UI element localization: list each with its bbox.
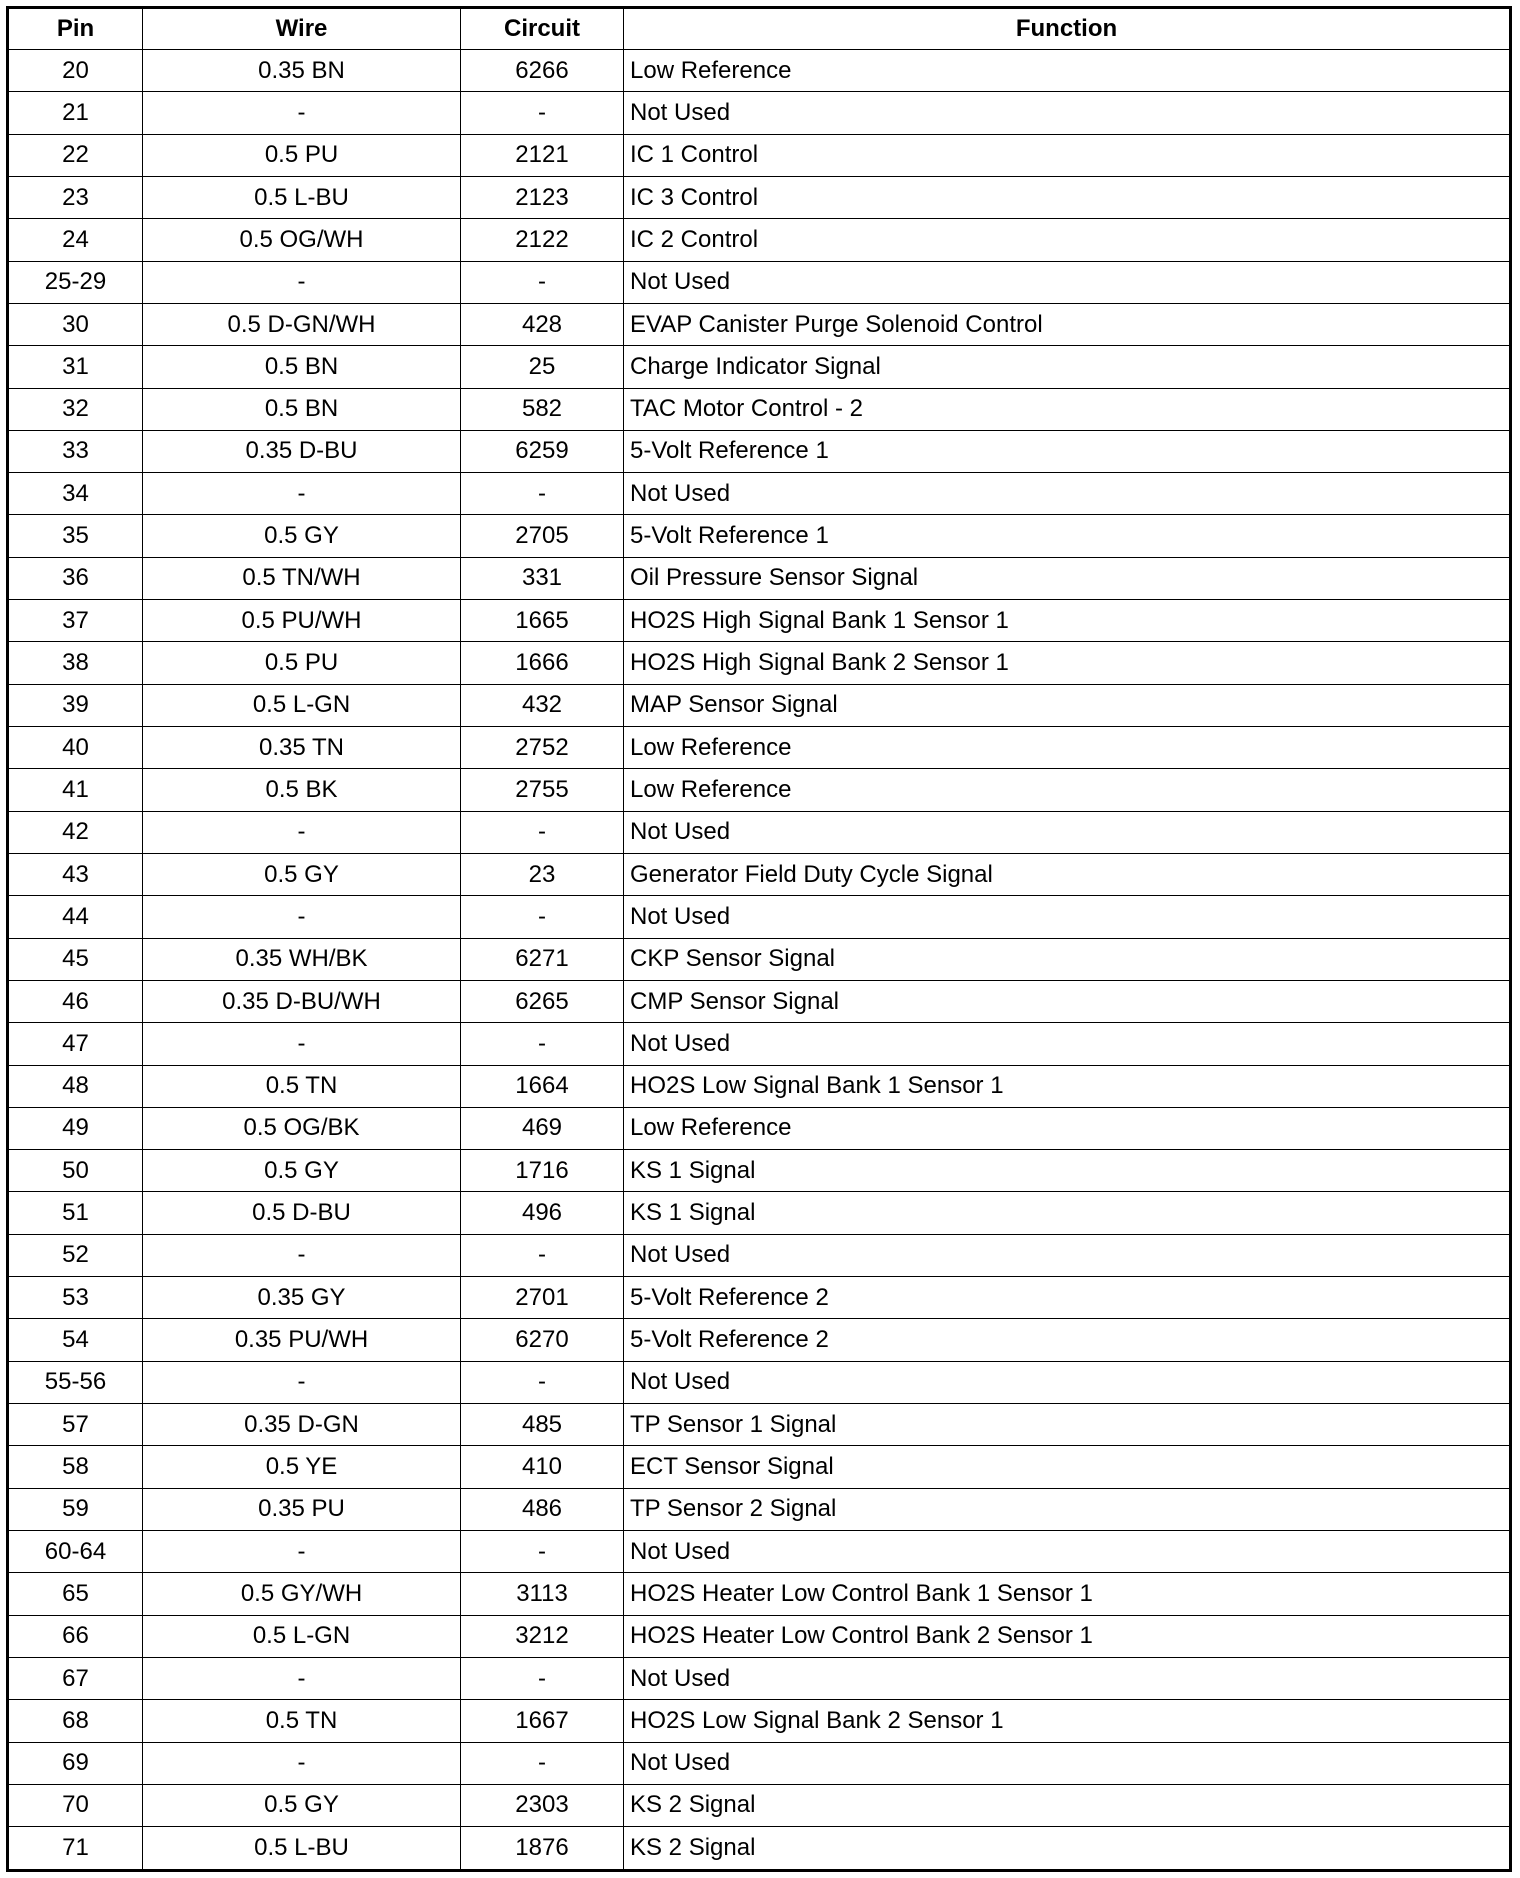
- function-cell: KS 1 Signal: [624, 1192, 1511, 1234]
- circuit-cell: 6265: [461, 980, 624, 1022]
- table-row: [8, 515, 1511, 557]
- pin-cell: 43: [8, 853, 143, 895]
- pin-cell: 55-56: [8, 1361, 143, 1403]
- wire-cell: 0.5 L-BU: [143, 176, 461, 218]
- wire-cell: -: [143, 1023, 461, 1065]
- function-cell: IC 2 Control: [624, 219, 1511, 261]
- circuit-cell: 485: [461, 1404, 624, 1446]
- header-row: [8, 8, 1511, 50]
- table-header: [8, 8, 1511, 50]
- pin-cell: 38: [8, 642, 143, 684]
- table-row: [8, 938, 1511, 980]
- wire-cell: -: [143, 1742, 461, 1784]
- pin-cell: 23: [8, 176, 143, 218]
- pin-cell: 45: [8, 938, 143, 980]
- wire-cell: 0.5 OG/WH: [143, 219, 461, 261]
- circuit-cell: 2755: [461, 769, 624, 811]
- function-cell: 5-Volt Reference 1: [624, 515, 1511, 557]
- table-row: [8, 92, 1511, 134]
- circuit-cell: 6259: [461, 430, 624, 472]
- function-cell: Not Used: [624, 896, 1511, 938]
- table-row: [8, 430, 1511, 472]
- wire-cell: 0.5 BN: [143, 388, 461, 430]
- table-row: [8, 1404, 1511, 1446]
- wire-cell: 0.5 YE: [143, 1446, 461, 1488]
- pin-cell: 34: [8, 473, 143, 515]
- table-row: [8, 1488, 1511, 1530]
- pin-cell: 20: [8, 50, 143, 92]
- circuit-cell: 2303: [461, 1784, 624, 1826]
- circuit-cell: 410: [461, 1446, 624, 1488]
- wire-cell: 0.5 TN/WH: [143, 557, 461, 599]
- wire-cell: 0.35 GY: [143, 1277, 461, 1319]
- wire-cell: 0.5 OG/BK: [143, 1107, 461, 1149]
- function-cell: Low Reference: [624, 727, 1511, 769]
- pin-cell: 42: [8, 811, 143, 853]
- wire-cell: 0.5 GY: [143, 1784, 461, 1826]
- function-cell: KS 2 Signal: [624, 1827, 1511, 1871]
- wire-cell: 0.5 PU: [143, 642, 461, 684]
- function-cell: Not Used: [624, 1234, 1511, 1276]
- table-row: [8, 1530, 1511, 1572]
- pin-cell: 46: [8, 980, 143, 1022]
- wire-cell: 0.35 PU/WH: [143, 1319, 461, 1361]
- connector-pinout-table: [6, 6, 1512, 1872]
- circuit-cell: -: [461, 1530, 624, 1572]
- wire-cell: 0.5 L-BU: [143, 1827, 461, 1871]
- circuit-cell: 1664: [461, 1065, 624, 1107]
- function-cell: Generator Field Duty Cycle Signal: [624, 853, 1511, 895]
- pin-cell: 48: [8, 1065, 143, 1107]
- header-wire: Wire: [143, 8, 461, 50]
- pin-cell: 30: [8, 303, 143, 345]
- table-row: [8, 219, 1511, 261]
- circuit-cell: -: [461, 896, 624, 938]
- wire-cell: -: [143, 473, 461, 515]
- function-cell: Oil Pressure Sensor Signal: [624, 557, 1511, 599]
- table-row: [8, 896, 1511, 938]
- pin-cell: 25-29: [8, 261, 143, 303]
- circuit-cell: 1667: [461, 1700, 624, 1742]
- wire-cell: 0.5 L-GN: [143, 1615, 461, 1657]
- function-cell: KS 1 Signal: [624, 1150, 1511, 1192]
- table-row: [8, 134, 1511, 176]
- pin-cell: 40: [8, 727, 143, 769]
- table-row: [8, 1657, 1511, 1699]
- table-row: [8, 684, 1511, 726]
- wire-cell: 0.5 BN: [143, 346, 461, 388]
- wire-cell: -: [143, 92, 461, 134]
- table-row: [8, 1784, 1511, 1826]
- table-row: [8, 261, 1511, 303]
- circuit-cell: -: [461, 1023, 624, 1065]
- function-cell: Charge Indicator Signal: [624, 346, 1511, 388]
- circuit-cell: 1666: [461, 642, 624, 684]
- function-cell: IC 3 Control: [624, 176, 1511, 218]
- circuit-cell: 1876: [461, 1827, 624, 1871]
- circuit-cell: 6266: [461, 50, 624, 92]
- function-cell: 5-Volt Reference 1: [624, 430, 1511, 472]
- circuit-cell: 23: [461, 853, 624, 895]
- wire-cell: 0.5 GY/WH: [143, 1573, 461, 1615]
- circuit-cell: -: [461, 1234, 624, 1276]
- table-row: [8, 853, 1511, 895]
- table-row: [8, 1319, 1511, 1361]
- table-row: [8, 1742, 1511, 1784]
- pin-cell: 52: [8, 1234, 143, 1276]
- pin-cell: 59: [8, 1488, 143, 1530]
- pin-cell: 24: [8, 219, 143, 261]
- wire-cell: -: [143, 811, 461, 853]
- table-row: [8, 1361, 1511, 1403]
- function-cell: HO2S Heater Low Control Bank 1 Sensor 1: [624, 1573, 1511, 1615]
- circuit-cell: 3212: [461, 1615, 624, 1657]
- circuit-cell: 2701: [461, 1277, 624, 1319]
- header-function: Function: [624, 8, 1511, 50]
- pin-cell: 57: [8, 1404, 143, 1446]
- wire-cell: -: [143, 1234, 461, 1276]
- circuit-cell: 428: [461, 303, 624, 345]
- circuit-cell: 25: [461, 346, 624, 388]
- connector-pinout-table-container: [6, 6, 1512, 1872]
- function-cell: 5-Volt Reference 2: [624, 1319, 1511, 1361]
- circuit-cell: -: [461, 92, 624, 134]
- circuit-cell: -: [461, 473, 624, 515]
- wire-cell: 0.5 D-BU: [143, 1192, 461, 1234]
- pin-cell: 50: [8, 1150, 143, 1192]
- table-body: [8, 50, 1511, 1871]
- table-row: [8, 346, 1511, 388]
- pin-cell: 49: [8, 1107, 143, 1149]
- function-cell: ECT Sensor Signal: [624, 1446, 1511, 1488]
- wire-cell: 0.5 D-GN/WH: [143, 303, 461, 345]
- table-row: [8, 176, 1511, 218]
- table-row: [8, 1107, 1511, 1149]
- pin-cell: 36: [8, 557, 143, 599]
- wire-cell: 0.5 L-GN: [143, 684, 461, 726]
- function-cell: HO2S High Signal Bank 2 Sensor 1: [624, 642, 1511, 684]
- pin-cell: 53: [8, 1277, 143, 1319]
- wire-cell: -: [143, 896, 461, 938]
- table-row: [8, 727, 1511, 769]
- header-circuit: Circuit: [461, 8, 624, 50]
- pin-cell: 39: [8, 684, 143, 726]
- table-row: [8, 600, 1511, 642]
- function-cell: KS 2 Signal: [624, 1784, 1511, 1826]
- pin-cell: 58: [8, 1446, 143, 1488]
- pin-cell: 35: [8, 515, 143, 557]
- table-row: [8, 1023, 1511, 1065]
- table-row: [8, 1150, 1511, 1192]
- circuit-cell: 486: [461, 1488, 624, 1530]
- circuit-cell: 2752: [461, 727, 624, 769]
- function-cell: Not Used: [624, 811, 1511, 853]
- function-cell: CMP Sensor Signal: [624, 980, 1511, 1022]
- wire-cell: 0.35 D-BU: [143, 430, 461, 472]
- circuit-cell: 2121: [461, 134, 624, 176]
- circuit-cell: 432: [461, 684, 624, 726]
- pin-cell: 70: [8, 1784, 143, 1826]
- function-cell: Low Reference: [624, 1107, 1511, 1149]
- wire-cell: 0.35 TN: [143, 727, 461, 769]
- wire-cell: 0.5 TN: [143, 1065, 461, 1107]
- table-row: [8, 557, 1511, 599]
- wire-cell: 0.35 BN: [143, 50, 461, 92]
- circuit-cell: 6271: [461, 938, 624, 980]
- pin-cell: 31: [8, 346, 143, 388]
- wire-cell: 0.5 BK: [143, 769, 461, 811]
- function-cell: 5-Volt Reference 2: [624, 1277, 1511, 1319]
- wire-cell: 0.5 PU: [143, 134, 461, 176]
- table-row: [8, 1700, 1511, 1742]
- function-cell: TP Sensor 1 Signal: [624, 1404, 1511, 1446]
- table-row: [8, 769, 1511, 811]
- table-row: [8, 388, 1511, 430]
- table-row: [8, 473, 1511, 515]
- wire-cell: -: [143, 1530, 461, 1572]
- function-cell: Not Used: [624, 1361, 1511, 1403]
- pin-cell: 68: [8, 1700, 143, 1742]
- circuit-cell: -: [461, 1657, 624, 1699]
- table-row: [8, 50, 1511, 92]
- pin-cell: 22: [8, 134, 143, 176]
- circuit-cell: -: [461, 261, 624, 303]
- pin-cell: 54: [8, 1319, 143, 1361]
- function-cell: Not Used: [624, 1742, 1511, 1784]
- pin-cell: 21: [8, 92, 143, 134]
- function-cell: Not Used: [624, 1657, 1511, 1699]
- pin-cell: 37: [8, 600, 143, 642]
- table-row: [8, 642, 1511, 684]
- circuit-cell: 1716: [461, 1150, 624, 1192]
- wire-cell: -: [143, 1657, 461, 1699]
- circuit-cell: 2122: [461, 219, 624, 261]
- pin-cell: 67: [8, 1657, 143, 1699]
- function-cell: Not Used: [624, 1530, 1511, 1572]
- table-row: [8, 1234, 1511, 1276]
- circuit-cell: 331: [461, 557, 624, 599]
- function-cell: Low Reference: [624, 50, 1511, 92]
- pin-cell: 44: [8, 896, 143, 938]
- wire-cell: 0.35 D-BU/WH: [143, 980, 461, 1022]
- function-cell: Not Used: [624, 92, 1511, 134]
- function-cell: HO2S High Signal Bank 1 Sensor 1: [624, 600, 1511, 642]
- circuit-cell: 469: [461, 1107, 624, 1149]
- pin-cell: 71: [8, 1827, 143, 1871]
- pin-cell: 47: [8, 1023, 143, 1065]
- table-row: [8, 303, 1511, 345]
- wire-cell: 0.5 PU/WH: [143, 600, 461, 642]
- function-cell: TP Sensor 2 Signal: [624, 1488, 1511, 1530]
- pin-cell: 66: [8, 1615, 143, 1657]
- function-cell: MAP Sensor Signal: [624, 684, 1511, 726]
- function-cell: Not Used: [624, 1023, 1511, 1065]
- function-cell: Not Used: [624, 473, 1511, 515]
- function-cell: HO2S Heater Low Control Bank 2 Sensor 1: [624, 1615, 1511, 1657]
- table-row: [8, 1573, 1511, 1615]
- function-cell: EVAP Canister Purge Solenoid Control: [624, 303, 1511, 345]
- circuit-cell: 2123: [461, 176, 624, 218]
- pin-cell: 51: [8, 1192, 143, 1234]
- circuit-cell: -: [461, 1361, 624, 1403]
- wire-cell: 0.35 PU: [143, 1488, 461, 1530]
- circuit-cell: 2705: [461, 515, 624, 557]
- wire-cell: -: [143, 1361, 461, 1403]
- pin-cell: 41: [8, 769, 143, 811]
- table-row: [8, 980, 1511, 1022]
- pin-cell: 33: [8, 430, 143, 472]
- function-cell: HO2S Low Signal Bank 1 Sensor 1: [624, 1065, 1511, 1107]
- function-cell: TAC Motor Control - 2: [624, 388, 1511, 430]
- wire-cell: -: [143, 261, 461, 303]
- circuit-cell: 582: [461, 388, 624, 430]
- function-cell: CKP Sensor Signal: [624, 938, 1511, 980]
- function-cell: Not Used: [624, 261, 1511, 303]
- wire-cell: 0.35 WH/BK: [143, 938, 461, 980]
- wire-cell: 0.5 GY: [143, 853, 461, 895]
- circuit-cell: 6270: [461, 1319, 624, 1361]
- header-pin: Pin: [8, 8, 143, 50]
- pin-cell: 60-64: [8, 1530, 143, 1572]
- table-row: [8, 1827, 1511, 1871]
- wire-cell: 0.5 GY: [143, 515, 461, 557]
- table-row: [8, 1277, 1511, 1319]
- table-row: [8, 1615, 1511, 1657]
- table-row: [8, 1446, 1511, 1488]
- circuit-cell: 1665: [461, 600, 624, 642]
- wire-cell: 0.5 GY: [143, 1150, 461, 1192]
- wire-cell: 0.35 D-GN: [143, 1404, 461, 1446]
- table-row: [8, 1192, 1511, 1234]
- wire-cell: 0.5 TN: [143, 1700, 461, 1742]
- function-cell: Low Reference: [624, 769, 1511, 811]
- pin-cell: 32: [8, 388, 143, 430]
- pin-cell: 69: [8, 1742, 143, 1784]
- circuit-cell: -: [461, 811, 624, 853]
- table-row: [8, 811, 1511, 853]
- circuit-cell: 3113: [461, 1573, 624, 1615]
- circuit-cell: 496: [461, 1192, 624, 1234]
- circuit-cell: -: [461, 1742, 624, 1784]
- pin-cell: 65: [8, 1573, 143, 1615]
- function-cell: IC 1 Control: [624, 134, 1511, 176]
- table-row: [8, 1065, 1511, 1107]
- function-cell: HO2S Low Signal Bank 2 Sensor 1: [624, 1700, 1511, 1742]
